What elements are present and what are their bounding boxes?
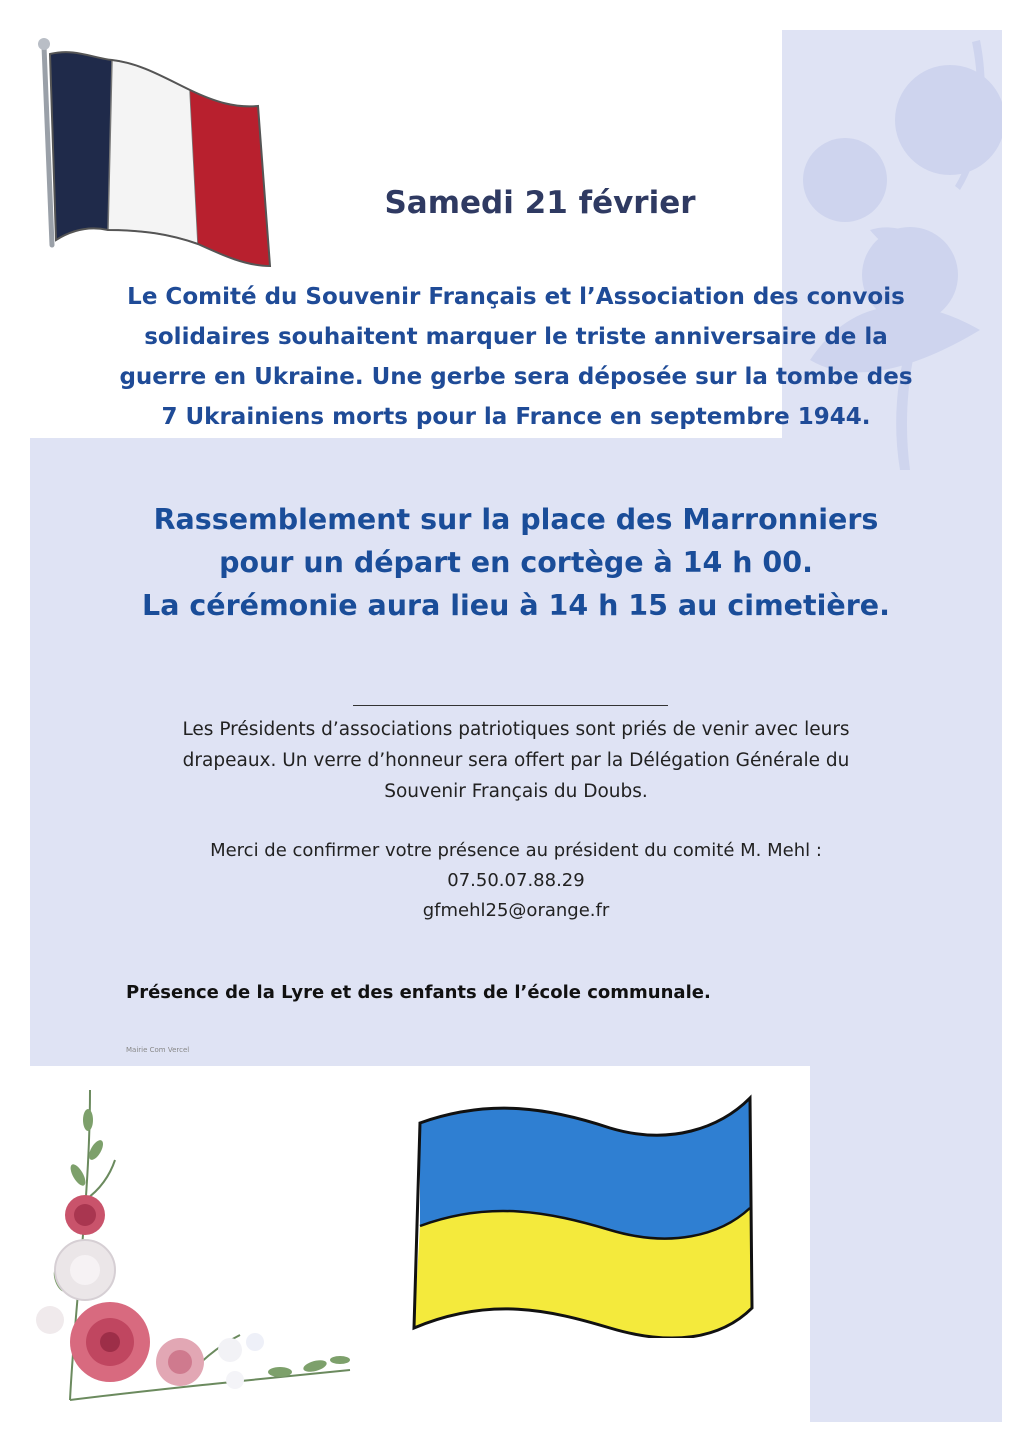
intro-line: 7 Ukrainiens morts pour la France en septembre 1944. <box>161 404 871 430</box>
section-divider <box>353 705 668 706</box>
contact-phone: 07.50.07.88.29 <box>447 870 585 891</box>
info-line: drapeaux. Un verre d’honneur sera offert par la Délégation Générale du <box>182 750 850 771</box>
flower-bouquet <box>30 1080 360 1410</box>
footer-note: Mairie Com Vercel <box>126 1046 190 1054</box>
flyer-page <box>30 30 1002 1422</box>
info-line: Les Présidents d’associations patriotiques sont priés de venir avec leurs <box>182 719 850 740</box>
presence-note: Présence de la Lyre et des enfants de l’école communale. <box>126 982 711 1003</box>
gathering-line: Rassemblement sur la place des Marronniers <box>153 503 879 536</box>
intro-paragraph <box>50 277 982 437</box>
ukrainian-flag-icon <box>400 1078 760 1338</box>
confirm-block <box>90 836 942 926</box>
confirm-text: Merci de confirmer votre présence au président du comité M. Mehl : <box>210 840 822 861</box>
french-flag-icon <box>30 30 280 280</box>
gathering-announcement <box>50 498 982 627</box>
info-line: Souvenir Français du Doubs. <box>384 781 648 802</box>
intro-line: guerre en Ukraine. Une gerbe sera déposée sur la tombe des <box>119 364 913 390</box>
gathering-line: La cérémonie aura lieu à 14 h 15 au cimetière. <box>142 589 890 622</box>
intro-line: solidaires souhaitent marquer le triste anniversaire de la <box>144 324 888 350</box>
contact-email[interactable]: gfmehl25@orange.fr <box>422 900 610 921</box>
page-title: Samedi 21 février <box>384 185 696 221</box>
info-paragraph <box>90 714 942 807</box>
gathering-line: pour un départ en cortège à 14 h 00. <box>219 546 813 579</box>
intro-line: Le Comité du Souvenir Français et l’Association des convois <box>127 284 905 310</box>
